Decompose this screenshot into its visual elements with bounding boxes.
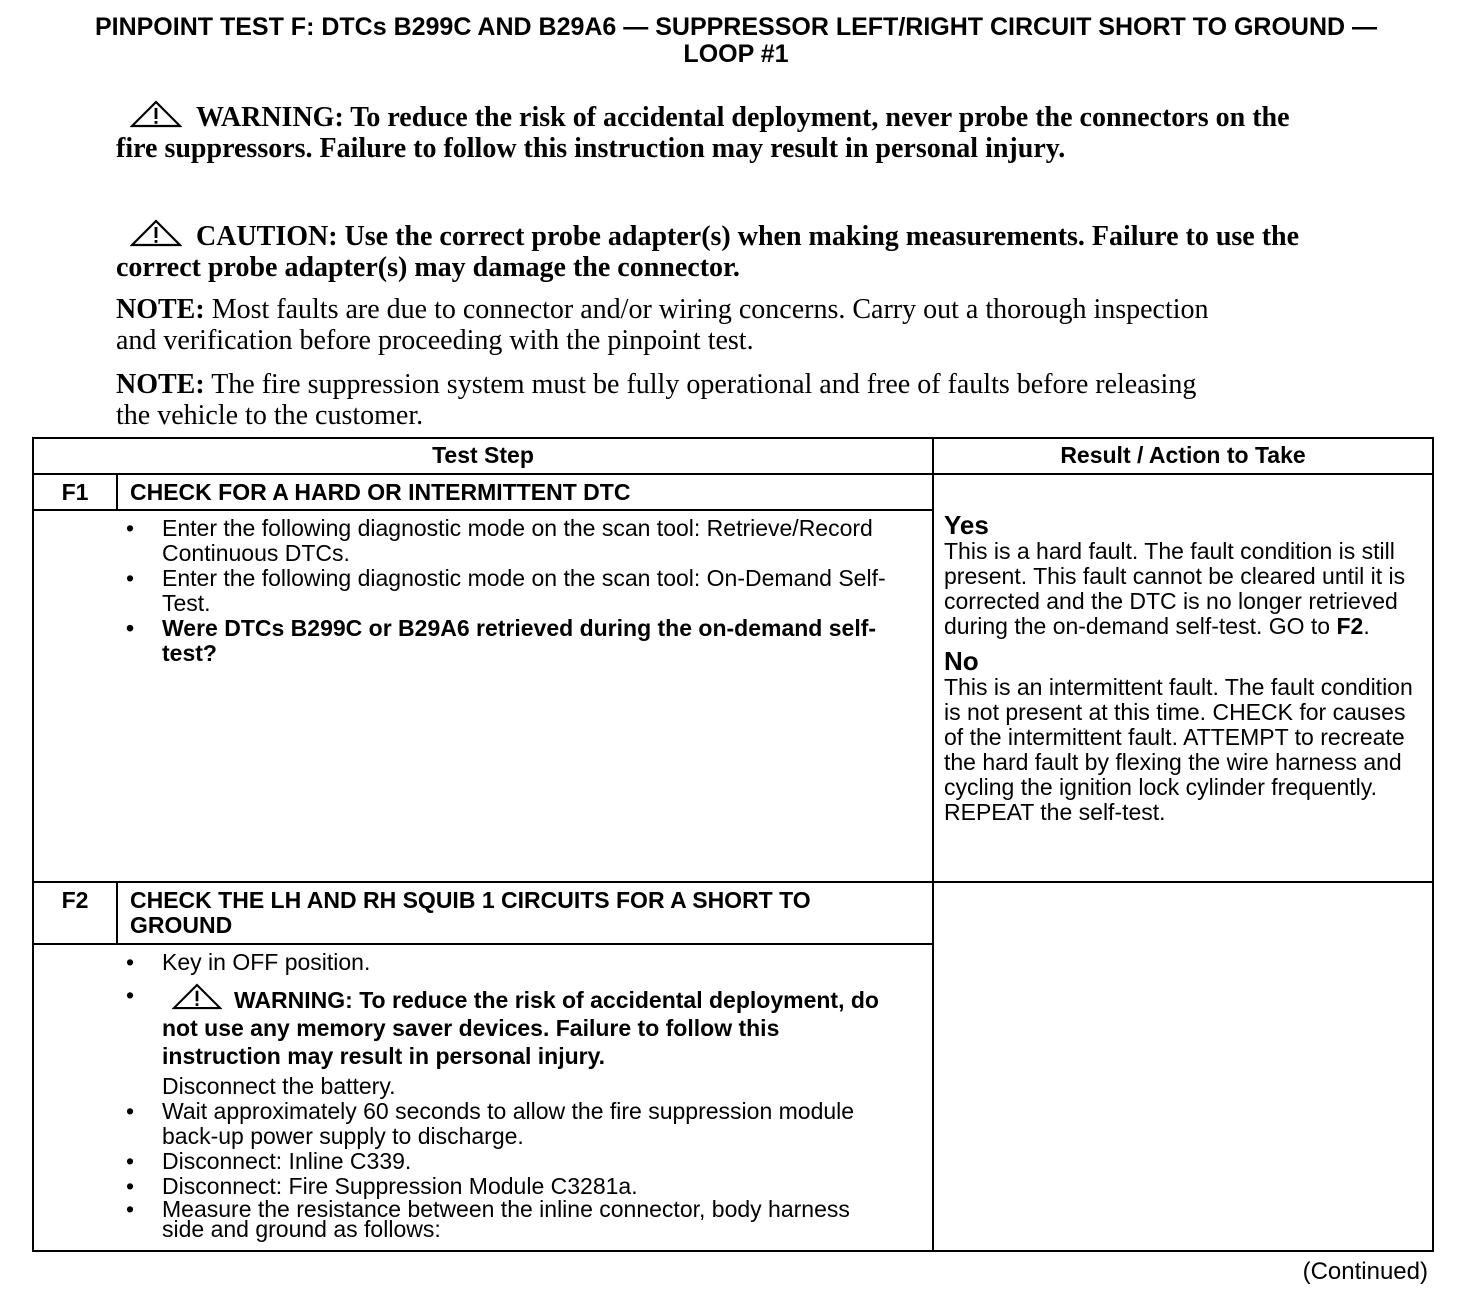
warning-triangle-icon bbox=[172, 983, 222, 1010]
step-title-f2: CHECK THE LH AND RH SQUIB 1 CIRCUITS FOR A SHORT TO GROUND bbox=[130, 887, 811, 938]
caution-label: CAUTION: bbox=[196, 221, 338, 252]
result-yes-label: Yes bbox=[944, 510, 989, 540]
list-item: • Disconnect: Fire Suppression Module C3281a. bbox=[126, 1174, 886, 1199]
step-body-f1 bbox=[126, 516, 906, 666]
f2-id-divider bbox=[116, 883, 118, 943]
caution-paragraph bbox=[116, 219, 1326, 283]
note-text: The fire suppression system must be fully operational and free of faults before releasing the vehicle to the customer. bbox=[116, 369, 1197, 431]
warning-paragraph bbox=[116, 100, 1316, 164]
list-item: • Enter the following diagnostic mode on the scan tool: Retrieve/Record Continuous DTCs. bbox=[126, 516, 906, 566]
warning-text: To reduce the risk of accidental deployment, never probe the connectors on the fire suppressors. Failure to follow this instruction may result in personal injury. bbox=[116, 102, 1290, 164]
f2-title-divider bbox=[34, 943, 932, 945]
warning-triangle-icon bbox=[130, 100, 182, 128]
result-yes-end: . bbox=[1363, 613, 1370, 639]
list-item: • Enter the following diagnostic mode on the scan tool: On-Demand Self-Test. bbox=[126, 566, 906, 616]
caution-text: Use the correct probe adapter(s) when making measurements. Failure to use the correct probe adapter(s) may damage the connector. bbox=[116, 221, 1300, 283]
step-body-f2 bbox=[126, 949, 886, 1242]
column-divider bbox=[932, 439, 934, 1250]
header-divider bbox=[34, 473, 1432, 475]
warning-label: WARNING: bbox=[196, 102, 344, 133]
list-item: • Measure the resistance between the inline connector, body harness side and ground as follows: bbox=[126, 1199, 886, 1239]
f1-id-divider bbox=[116, 475, 118, 509]
step-id-f2: F2 bbox=[61, 887, 89, 913]
step-title-f1: CHECK FOR A HARD OR INTERMITTENT DTC bbox=[130, 479, 631, 505]
f1-title-divider bbox=[34, 509, 932, 511]
f2-after-warning: Disconnect the battery. bbox=[162, 1073, 396, 1099]
note-paragraph-2 bbox=[116, 369, 1226, 431]
f1-f2-divider bbox=[34, 881, 1432, 883]
result-yes-text bbox=[944, 539, 1428, 639]
test-table bbox=[32, 437, 1434, 1252]
note-paragraph-1 bbox=[116, 294, 1226, 356]
result-f1 bbox=[944, 512, 1428, 825]
f2-warning-text: WARNING: To reduce the risk of accidental deployment, do not use any memory saver devices. Failure to follow this instruction may result in personal injury. bbox=[162, 987, 879, 1069]
note-text: Most faults are due to connector and/or wiring concerns. Carry out a thorough inspection and verification before proceeding with the pinpoint test. bbox=[116, 294, 1209, 356]
header-test-step: Test Step bbox=[432, 442, 534, 468]
goto-f2-link[interactable]: F2 bbox=[1336, 613, 1364, 639]
page-title: PINPOINT TEST F: DTCs B299C AND B29A6 — SUPPRESSOR LEFT/RIGHT CIRCUIT SHORT TO GROUND — LOOP #1 bbox=[94, 13, 1378, 68]
list-item-question: • Were DTCs B299C or B29A6 retrieved during the on-demand self-test? bbox=[126, 616, 906, 666]
header-result-action: Result / Action to Take bbox=[1060, 442, 1306, 468]
list-item: • Disconnect: Inline C339. bbox=[126, 1149, 886, 1174]
note-label: NOTE: bbox=[116, 294, 205, 325]
note-label: NOTE: bbox=[116, 369, 205, 400]
list-item-warning bbox=[126, 983, 886, 1099]
result-no-text: This is an intermittent fault. The fault condition is not present at this time. CHECK for causes of the intermittent fault. ATTEMPT to recreate the hard fault by flexing the wire harness and cycling the ignition lock cylinder frequently. REPEAT the self-test. bbox=[944, 674, 1413, 825]
result-no-label: No bbox=[944, 646, 979, 676]
step-id-f1: F1 bbox=[61, 479, 89, 505]
caution-triangle-icon bbox=[130, 219, 182, 247]
continued-label: (Continued) bbox=[1302, 1258, 1428, 1285]
list-item: • Wait approximately 60 seconds to allow the fire suppression module back-up power supply to discharge. bbox=[126, 1099, 886, 1149]
list-item: • Key in OFF position. bbox=[126, 950, 886, 975]
result-yes-body: This is a hard fault. The fault condition is still present. This fault cannot be cleared until it is corrected and the DTC is no longer retrieved during the on-demand self-test. GO to bbox=[944, 538, 1406, 639]
